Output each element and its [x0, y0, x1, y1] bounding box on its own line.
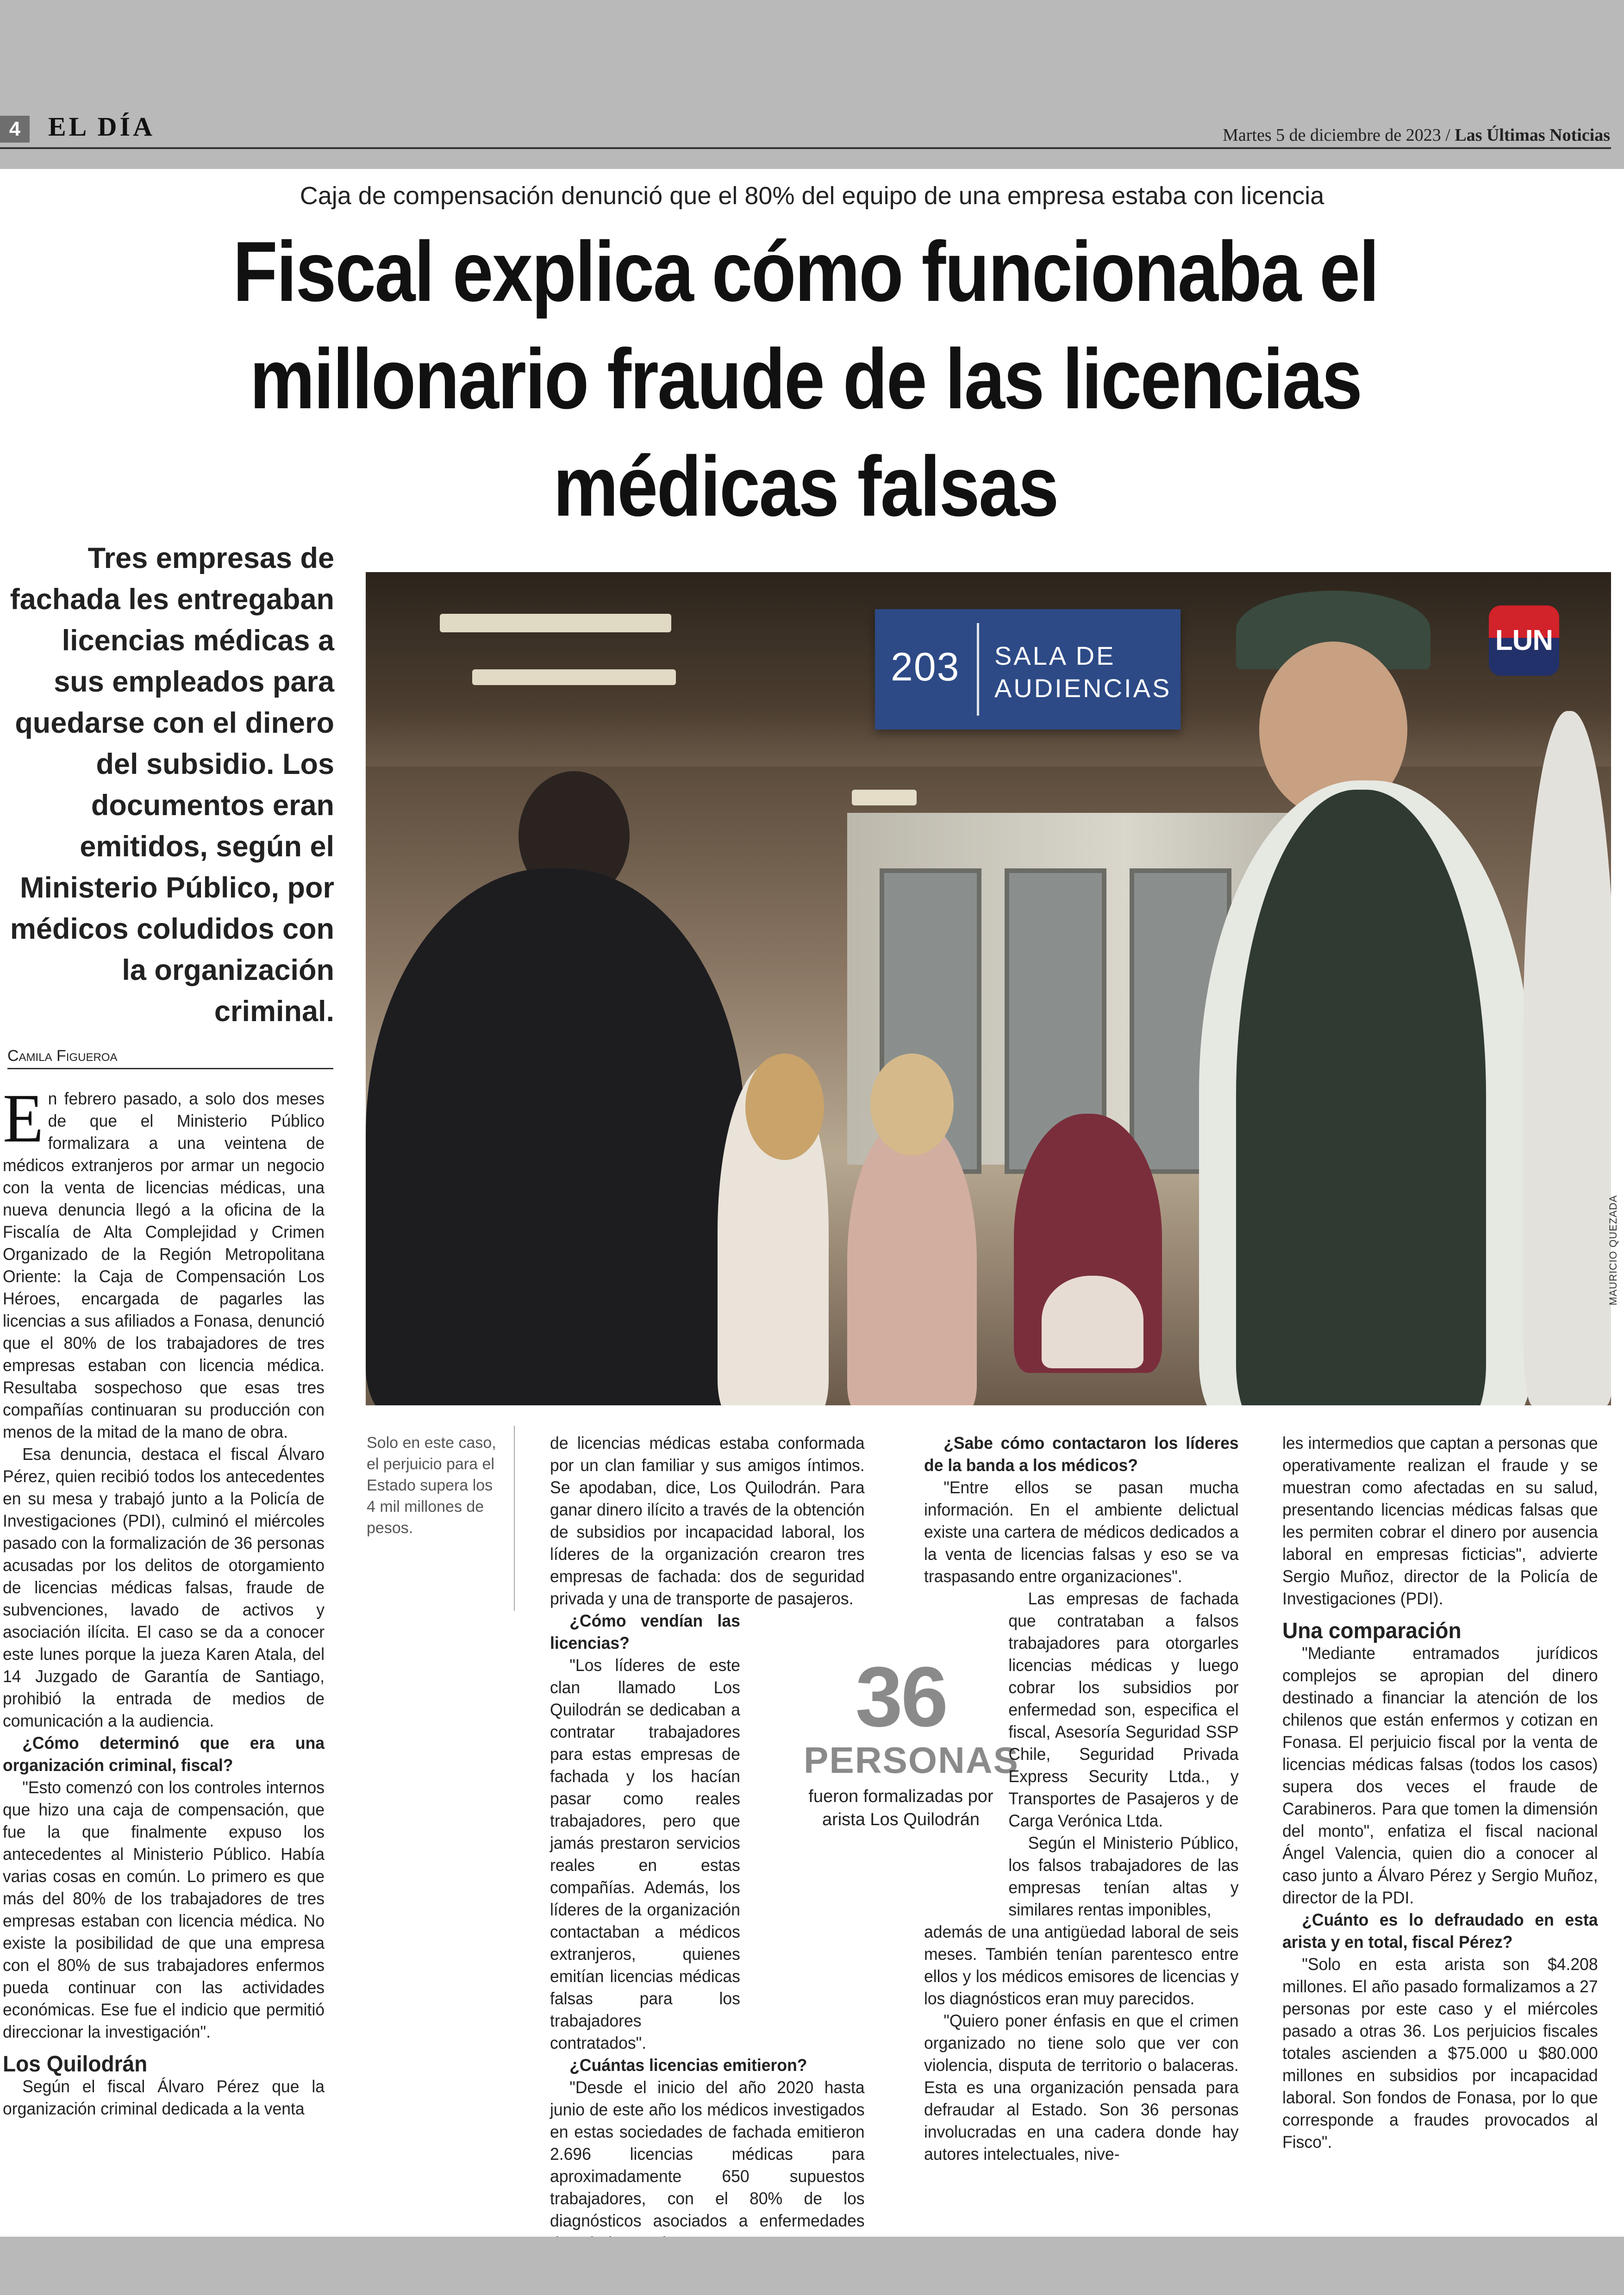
issue-date: Martes 5 de diciembre de 2023	[1223, 125, 1441, 145]
article-headline: Fiscal explica cómo funcionaba el millonario fraude de las licencias médicas falsas	[233, 224, 1378, 534]
header-rule	[0, 147, 1611, 149]
interview-question: ¿Cuánto es lo defraudado en esta arista y en total, fiscal Pérez?	[1282, 1910, 1598, 1952]
photo-caption: Solo en este caso, el perjuicio para el Estado supera los 4 mil millones de pesos.	[367, 1434, 496, 1537]
sign-line-1: SALA DE	[994, 641, 1116, 670]
column-4	[1282, 1432, 1598, 2153]
paragraph: "Desde el inicio del año 2020 hasta junio de este año los médicos investigados en estas sociedades de fachada emitieron 2.696 licencias médicas para aproximadamente 650 supuestos trabajadores, con el 80% de los diagnósticos asociados a enfermedades	[550, 2078, 865, 2230]
paragraph: además de una antigüedad laboral de seis meses. También tenían parentesco entre ellos y los médicos emisores de licencias y los diagnósticos eran muy parecidos.	[924, 1922, 1239, 2008]
paragraph: "Solo en esta arista son $4.208 millones. El año pasado formalizamos a 27 personas por este caso y el miércoles pasado a otras 36. Los perjuicios fiscales totales ascienden a $75.000 u $80.000 millones en subsidios por incapacidad laboral. Son fondos de Fonasa, por lo que corresponde a fraudes provocados al Fisco".	[1282, 1955, 1598, 2152]
dateline	[1223, 125, 1610, 145]
paragraph: "Quiero poner énfasis en que el crimen organizado no tiene solo que ver con violencia, disputa de territorio o balaceras. Esta es una organización pensada para defraudar al Estado. Son 36 personas involucradas en una cadera donde hay autores intelectuales, nive-	[924, 2011, 1239, 2164]
pull-quote-description: fueron formalizadas por arista Los Quilodrán	[808, 1787, 993, 1829]
lun-logo: LUN	[1489, 605, 1559, 676]
article-photo	[366, 572, 1611, 1405]
pull-quote-number: 36	[855, 1649, 947, 1744]
person-head	[870, 1054, 954, 1155]
section-title: EL DÍA	[48, 112, 156, 142]
sign-room-label	[994, 640, 1171, 705]
publication-name: Las Últimas Noticias	[1455, 125, 1610, 145]
subheading: Los Quilodrán	[3, 2052, 148, 2077]
person-head	[745, 1054, 824, 1160]
paragraph: Las empresas de fachada que contrataban a falsos trabajadores para otorgarles licencias médicas y luego cobrar los subsidios por enfermedad son, especifica el fiscal, Asesoría Seguridad SSP Chile, Seguridad Privada Express Security Ltda., y Transportes de Pasajeros y de Carga Verónica Ltda.	[1008, 1589, 1239, 1830]
drop-cap: E	[3, 1080, 44, 1157]
backpack-pocket	[1042, 1276, 1143, 1368]
courtroom-sign	[875, 609, 1181, 730]
subheading: Una comparación	[1282, 1619, 1462, 1643]
sign-divider	[977, 623, 979, 716]
person-pink-sweater	[847, 1118, 977, 1405]
ceiling-light	[440, 614, 671, 632]
caption-rule	[514, 1426, 515, 1611]
paragraph: Según el Ministerio Público, los falsos trabajadores de las empresas tenían altas y similares rentas imponibles,	[1008, 1834, 1239, 1919]
byline: Camila Figueroa	[7, 1047, 333, 1069]
paragraph-text: n febrero pasado, a solo dos meses de que el Ministerio Público formalizara a una veintena de médicos extranjeros por armar un negocio con la venta de licencias médicas, una nueva denuncia llegó a la oficina de la Fiscalía de Alta Complejidad y Crimen Organizado de la Región Metropolitana Oriente: la Caja de Compensación Los Héroes, encargada de pagarles las licencias a sus afiliados a Fonasa, denunció que el 80% de los trabajadores de tres empresas estaban con licencia médica. Resultaba sospechoso que esas tres compañías continuaran su producción con menos de la mitad de la mano de obra.	[3, 1089, 325, 1441]
sign-line-2: AUDIENCIAS	[994, 674, 1172, 703]
paragraph: Esa denuncia, destaca el fiscal Álvaro Pérez, quien recibió todos los antecedentes en su mesa y trabajó junto a la Policía de Investigaciones (PDI), culminó el miércoles pasado con la formalización de 36 personas acusadas por los delitos de otorgamiento de licencias médicas falsas, fraude de subvenciones, lavado de activos y asociación ilícita. El caso se da a conocer este lunes porque la jueza Karen Atala, del 14 Juzgado de Garantía de Santiago, prohibió la entrada de medios de comunicación a la audiencia.	[3, 1445, 325, 1730]
interview-question: ¿Sabe cómo contactaron los líderes de la banda a los médicos?	[924, 1434, 1239, 1475]
sign-room-number: 203	[891, 645, 960, 689]
column-1	[3, 1080, 325, 2120]
ceiling-light	[852, 790, 917, 805]
interview-question: ¿Cómo determinó que era una organización criminal, fiscal?	[3, 1734, 325, 1775]
paragraph: de licencias médicas estaba conformada por un clan familiar y sus amigos íntimos. Se apodaban, dice, Los Quilodrán. Para ganar dinero ilícito a través de la obtención de subsidios por incapacidad laboral, los líderes de la organización crearon tres empresas de fachada: dos de seguridad privada y una de transporte de pasajeros.	[550, 1434, 865, 1608]
paragraph	[3, 1080, 325, 1443]
article-deck: Tres empresas de fachada les entregaban licencias médicas a sus empleados para quedarse con el dinero del subsidio. Los documentos eran emitidos, según el Ministerio Público, por médicos coludidos con la organización criminal.	[10, 542, 334, 1028]
column-2	[550, 1432, 865, 2254]
person-dark-shirt	[366, 868, 745, 1405]
bottom-gray-band	[0, 2237, 1624, 2295]
paragraph: "Mediante entramados jurídicos complejos se apropian del dinero destinado a financiar la atención de los chilenos que están enfermos y cotizan en Fonasa. El perjuicio fiscal por la venta de licencias médicas falsas (todos los casos) supera dos veces el fraude de Carabineros. Para que tomen la dimensión del monto", enfatiza el fiscal nacional Ángel Valencia, quien dio a conocer al caso junto a Álvaro Pérez y Sergio Muñoz, director de la PDI.	[1282, 1644, 1598, 1907]
article-kicker: Caja de compensación denunció que el 80% del equipo de una empresa estaba con licencia	[300, 182, 1324, 210]
person-right-edge	[1523, 711, 1611, 1405]
pull-quote-label: PERSONAS	[804, 1740, 1019, 1781]
photo-credit: MAURICIO QUEZADA	[1607, 1195, 1619, 1305]
guard-vest	[1236, 790, 1486, 1405]
interview-question: ¿Cómo vendían las licencias?	[550, 1611, 740, 1653]
interview-question: ¿Cuántas licencias emitieron?	[569, 2056, 807, 2075]
paragraph: Según el fiscal Álvaro Pérez que la organización criminal dedicada a la venta	[3, 2077, 325, 2118]
ceiling-light	[472, 669, 676, 685]
paragraph: les intermedios que captan a personas que operativamente realizan el fraude y se muestran como afectadas en su salud, presentando licencias médicas falsas que les permiten cobrar el dinero por ausencia laboral en empresas ficticias", advierte Sergio Muñoz, director de la Policía de Investigaciones (PDI).	[1282, 1434, 1598, 1608]
paragraph: "Entre ellos se pasan mucha información. En el ambiente delictual existe una cartera de médicos dedicados a la venta de licencias falsas y eso se va traspasando entre organizaciones".	[924, 1478, 1239, 1586]
page-number: 4	[0, 116, 30, 143]
dateline-separator: /	[1441, 125, 1455, 145]
paragraph: "Esto comenzó con los controles internos que hizo una caja de compensación, que fue la que finalmente expuso los antecedentes al Ministerio Público. Había varias cosas en común. Lo primero es que más del 80% de los trabajadores de tres empresas estaban con licencia médica. No existe la posibilidad de que una empresa con el 80% de sus trabajadores enfermos pueda continuar con las actividades económicas. Ese fue el indicio que permitió direccionar la investigación".	[3, 1778, 325, 2041]
paragraph: "Los líderes de este clan llamado Los Quilodrán se dedicaban a contratar trabajadores para estas empresas de fachada y los hacían pasar como reales trabajadores, pero que jamás prestaron servicios reales en estas compañías. Además, los líderes de la organización contactaban a médicos extranjeros, quienes emitían licencias médicas falsas para los trabajadores contratados".	[550, 1656, 740, 2052]
column-3	[924, 1432, 1239, 2165]
